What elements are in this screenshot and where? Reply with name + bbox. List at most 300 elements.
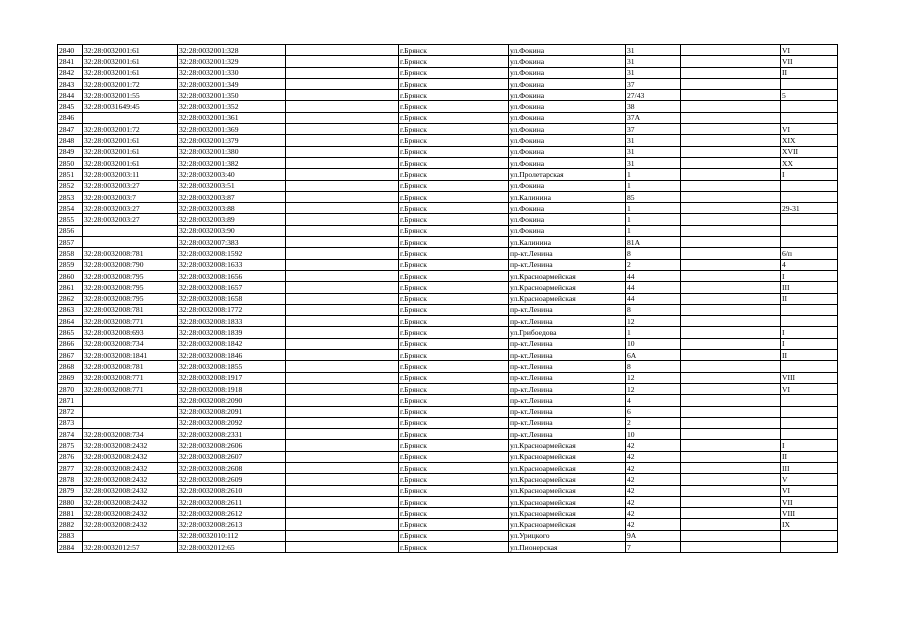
room-number-cell xyxy=(781,78,838,89)
row-number-cell: 2865 xyxy=(58,327,83,338)
empty-cell xyxy=(286,191,399,202)
empty-cell xyxy=(286,90,399,101)
object-cadastral-number-cell: 32:28:0032001:349 xyxy=(178,78,286,89)
street-cell: ул.Грибоедова xyxy=(509,327,626,338)
object-cadastral-number-cell: 32:28:0032008:1918 xyxy=(178,383,286,394)
street-cell: ул.Красноармейская xyxy=(509,440,626,451)
room-number-cell xyxy=(781,237,838,248)
house-number-cell: 42 xyxy=(626,440,681,451)
table-row xyxy=(58,440,838,451)
room-number-cell: VI xyxy=(781,45,838,56)
table-row xyxy=(58,225,838,236)
land-cadastral-number-cell: 32:28:0032008:2432 xyxy=(83,496,178,507)
table-row xyxy=(58,361,838,372)
street-cell: пр-кт.Ленина xyxy=(509,429,626,440)
object-cadastral-number-cell: 32:28:0032001:352 xyxy=(178,101,286,112)
city-cell: г.Брянск xyxy=(399,304,509,315)
row-number-cell: 2866 xyxy=(58,338,83,349)
object-cadastral-number-cell: 32:28:0032008:2611 xyxy=(178,496,286,507)
street-cell: ул.Фокина xyxy=(509,146,626,157)
city-cell: г.Брянск xyxy=(399,124,509,135)
street-cell: пр-кт.Ленина xyxy=(509,406,626,417)
house-number-cell: 12 xyxy=(626,316,681,327)
house-number-cell: 42 xyxy=(626,462,681,473)
empty-cell xyxy=(681,293,781,304)
room-number-cell: II xyxy=(781,293,838,304)
empty-cell xyxy=(286,327,399,338)
empty-cell xyxy=(681,542,781,553)
object-cadastral-number-cell: 32:28:0032008:2090 xyxy=(178,395,286,406)
object-cadastral-number-cell: 32:28:0032008:2091 xyxy=(178,406,286,417)
house-number-cell: 2 xyxy=(626,417,681,428)
row-number-cell: 2883 xyxy=(58,530,83,541)
city-cell: г.Брянск xyxy=(399,225,509,236)
empty-cell xyxy=(681,304,781,315)
street-cell: ул.Красноармейская xyxy=(509,474,626,485)
house-number-cell: 31 xyxy=(626,67,681,78)
empty-cell xyxy=(681,157,781,168)
street-cell: ул.Красноармейская xyxy=(509,451,626,462)
empty-cell xyxy=(286,542,399,553)
row-number-cell: 2850 xyxy=(58,157,83,168)
house-number-cell: 12 xyxy=(626,372,681,383)
house-number-cell: 31 xyxy=(626,157,681,168)
object-cadastral-number-cell: 32:28:0032008:1656 xyxy=(178,270,286,281)
house-number-cell: 42 xyxy=(626,496,681,507)
empty-cell xyxy=(681,519,781,530)
table-row xyxy=(58,429,838,440)
empty-cell xyxy=(681,429,781,440)
table-row xyxy=(58,282,838,293)
empty-cell xyxy=(286,169,399,180)
house-number-cell: 1 xyxy=(626,180,681,191)
house-number-cell: 27/43 xyxy=(626,90,681,101)
room-number-cell: I xyxy=(781,338,838,349)
table-row xyxy=(58,395,838,406)
table-row xyxy=(58,101,838,112)
row-number-cell: 2841 xyxy=(58,56,83,67)
empty-cell xyxy=(286,157,399,168)
table-row xyxy=(58,542,838,553)
land-cadastral-number-cell: 32:28:0032008:781 xyxy=(83,361,178,372)
city-cell: г.Брянск xyxy=(399,372,509,383)
land-cadastral-number-cell: 32:28:0032008:795 xyxy=(83,293,178,304)
house-number-cell: 1 xyxy=(626,203,681,214)
room-number-cell xyxy=(781,112,838,123)
table-body xyxy=(58,45,838,553)
land-cadastral-number-cell: 32:28:0032001:61 xyxy=(83,45,178,56)
street-cell: пр-кт.Ленина xyxy=(509,259,626,270)
empty-cell xyxy=(286,135,399,146)
table-row xyxy=(58,214,838,225)
street-cell: пр-кт.Ленина xyxy=(509,304,626,315)
house-number-cell: 37 xyxy=(626,78,681,89)
room-number-cell xyxy=(781,417,838,428)
land-cadastral-number-cell: 32:28:0032008:795 xyxy=(83,282,178,293)
house-number-cell: 4 xyxy=(626,395,681,406)
land-cadastral-number-cell: 32:28:0032008:1841 xyxy=(83,350,178,361)
house-number-cell: 9А xyxy=(626,530,681,541)
row-number-cell: 2876 xyxy=(58,451,83,462)
street-cell: пр-кт.Ленина xyxy=(509,372,626,383)
empty-cell xyxy=(681,180,781,191)
street-cell: ул.Урицкого xyxy=(509,530,626,541)
room-number-cell: VII xyxy=(781,496,838,507)
table-row xyxy=(58,45,838,56)
city-cell: г.Брянск xyxy=(399,485,509,496)
table-row xyxy=(58,406,838,417)
land-cadastral-number-cell: 32:28:0032001:55 xyxy=(83,90,178,101)
room-number-cell: I xyxy=(781,327,838,338)
street-cell: пр-кт.Ленина xyxy=(509,383,626,394)
object-cadastral-number-cell: 32:28:0032001:382 xyxy=(178,157,286,168)
empty-cell xyxy=(286,338,399,349)
city-cell: г.Брянск xyxy=(399,508,509,519)
land-cadastral-number-cell: 32:28:0032001:61 xyxy=(83,157,178,168)
object-cadastral-number-cell: 32:28:0032008:1633 xyxy=(178,259,286,270)
room-number-cell xyxy=(781,361,838,372)
house-number-cell: 2 xyxy=(626,259,681,270)
city-cell: г.Брянск xyxy=(399,474,509,485)
row-number-cell: 2855 xyxy=(58,214,83,225)
city-cell: г.Брянск xyxy=(399,395,509,406)
land-cadastral-number-cell: 32:28:0032001:61 xyxy=(83,67,178,78)
empty-cell xyxy=(286,395,399,406)
object-cadastral-number-cell: 32:28:0032008:1917 xyxy=(178,372,286,383)
table-row xyxy=(58,112,838,123)
city-cell: г.Брянск xyxy=(399,462,509,473)
city-cell: г.Брянск xyxy=(399,90,509,101)
empty-cell xyxy=(286,485,399,496)
row-number-cell: 2874 xyxy=(58,429,83,440)
street-cell: ул.Пионерская xyxy=(509,542,626,553)
empty-cell xyxy=(286,78,399,89)
city-cell: г.Брянск xyxy=(399,361,509,372)
row-number-cell: 2858 xyxy=(58,248,83,259)
city-cell: г.Брянск xyxy=(399,429,509,440)
land-cadastral-number-cell: 32:28:0032008:771 xyxy=(83,372,178,383)
empty-cell xyxy=(286,180,399,191)
city-cell: г.Брянск xyxy=(399,169,509,180)
city-cell: г.Брянск xyxy=(399,530,509,541)
row-number-cell: 2861 xyxy=(58,282,83,293)
object-cadastral-number-cell: 32:28:0032008:2612 xyxy=(178,508,286,519)
empty-cell xyxy=(681,225,781,236)
city-cell: г.Брянск xyxy=(399,101,509,112)
land-cadastral-number-cell xyxy=(83,417,178,428)
land-cadastral-number-cell: 32:28:0032001:61 xyxy=(83,146,178,157)
street-cell: ул.Фокина xyxy=(509,180,626,191)
street-cell: ул.Красноармейская xyxy=(509,508,626,519)
city-cell: г.Брянск xyxy=(399,45,509,56)
empty-cell xyxy=(681,474,781,485)
empty-cell xyxy=(681,237,781,248)
street-cell: ул.Пролетарская xyxy=(509,169,626,180)
room-number-cell xyxy=(781,191,838,202)
table-row xyxy=(58,67,838,78)
table-row xyxy=(58,78,838,89)
land-cadastral-number-cell: 32:28:0032003:11 xyxy=(83,169,178,180)
room-number-cell: III xyxy=(781,282,838,293)
empty-cell xyxy=(286,361,399,372)
house-number-cell: 7 xyxy=(626,542,681,553)
table-row xyxy=(58,157,838,168)
house-number-cell: 44 xyxy=(626,282,681,293)
table-row xyxy=(58,327,838,338)
land-cadastral-number-cell: 32:28:0032008:2432 xyxy=(83,462,178,473)
room-number-cell: II xyxy=(781,67,838,78)
table-row xyxy=(58,124,838,135)
street-cell: ул.Красноармейская xyxy=(509,485,626,496)
house-number-cell: 85 xyxy=(626,191,681,202)
land-cadastral-number-cell: 32:28:0032012:57 xyxy=(83,542,178,553)
room-number-cell xyxy=(781,542,838,553)
row-number-cell: 2848 xyxy=(58,135,83,146)
room-number-cell: 6/п xyxy=(781,248,838,259)
city-cell: г.Брянск xyxy=(399,203,509,214)
street-cell: ул.Фокина xyxy=(509,214,626,225)
table-row xyxy=(58,293,838,304)
city-cell: г.Брянск xyxy=(399,293,509,304)
row-number-cell: 2878 xyxy=(58,474,83,485)
empty-cell xyxy=(286,45,399,56)
object-cadastral-number-cell: 32:28:0032003:89 xyxy=(178,214,286,225)
empty-cell xyxy=(681,259,781,270)
room-number-cell: V xyxy=(781,474,838,485)
object-cadastral-number-cell: 32:28:0032007:383 xyxy=(178,237,286,248)
table-row xyxy=(58,508,838,519)
table-row xyxy=(58,350,838,361)
empty-cell xyxy=(286,429,399,440)
row-number-cell: 2881 xyxy=(58,508,83,519)
city-cell: г.Брянск xyxy=(399,78,509,89)
empty-cell xyxy=(681,451,781,462)
street-cell: ул.Красноармейская xyxy=(509,462,626,473)
city-cell: г.Брянск xyxy=(399,270,509,281)
empty-cell xyxy=(286,519,399,530)
land-cadastral-number-cell xyxy=(83,406,178,417)
room-number-cell: VI xyxy=(781,124,838,135)
house-number-cell: 8 xyxy=(626,361,681,372)
land-cadastral-number-cell xyxy=(83,225,178,236)
room-number-cell: 29-31 xyxy=(781,203,838,214)
table-row xyxy=(58,259,838,270)
object-cadastral-number-cell: 32:28:0032008:1592 xyxy=(178,248,286,259)
empty-cell xyxy=(681,338,781,349)
room-number-cell: II xyxy=(781,350,838,361)
row-number-cell: 2867 xyxy=(58,350,83,361)
city-cell: г.Брянск xyxy=(399,327,509,338)
empty-cell xyxy=(681,530,781,541)
empty-cell xyxy=(681,417,781,428)
object-cadastral-number-cell: 32:28:0032001:330 xyxy=(178,67,286,78)
table-row xyxy=(58,474,838,485)
object-cadastral-number-cell: 32:28:0032003:88 xyxy=(178,203,286,214)
room-number-cell xyxy=(781,429,838,440)
empty-cell xyxy=(286,451,399,462)
room-number-cell xyxy=(781,214,838,225)
room-number-cell xyxy=(781,180,838,191)
land-cadastral-number-cell: 32:28:0031649:45 xyxy=(83,101,178,112)
empty-cell xyxy=(286,496,399,507)
house-number-cell: 44 xyxy=(626,270,681,281)
object-cadastral-number-cell: 32:28:0032010:112 xyxy=(178,530,286,541)
object-cadastral-number-cell: 32:28:0032008:2092 xyxy=(178,417,286,428)
object-cadastral-number-cell: 32:28:0032008:1833 xyxy=(178,316,286,327)
empty-cell xyxy=(681,101,781,112)
land-cadastral-number-cell: 32:28:0032003:7 xyxy=(83,191,178,202)
row-number-cell: 2840 xyxy=(58,45,83,56)
house-number-cell: 31 xyxy=(626,45,681,56)
empty-cell xyxy=(286,508,399,519)
street-cell: пр-кт.Ленина xyxy=(509,248,626,259)
house-number-cell: 10 xyxy=(626,338,681,349)
house-number-cell: 1 xyxy=(626,225,681,236)
city-cell: г.Брянск xyxy=(399,440,509,451)
city-cell: г.Брянск xyxy=(399,237,509,248)
house-number-cell: 1 xyxy=(626,169,681,180)
empty-cell xyxy=(681,406,781,417)
street-cell: пр-кт.Ленина xyxy=(509,338,626,349)
city-cell: г.Брянск xyxy=(399,67,509,78)
table-row xyxy=(58,372,838,383)
room-number-cell xyxy=(781,406,838,417)
empty-cell xyxy=(681,462,781,473)
city-cell: г.Брянск xyxy=(399,135,509,146)
room-number-cell: III xyxy=(781,462,838,473)
city-cell: г.Брянск xyxy=(399,282,509,293)
room-number-cell: I xyxy=(781,169,838,180)
table-row xyxy=(58,383,838,394)
object-cadastral-number-cell: 32:28:0032001:369 xyxy=(178,124,286,135)
table-row xyxy=(58,451,838,462)
empty-cell xyxy=(681,485,781,496)
empty-cell xyxy=(681,395,781,406)
street-cell: ул.Красноармейская xyxy=(509,519,626,530)
city-cell: г.Брянск xyxy=(399,451,509,462)
street-cell: ул.Фокина xyxy=(509,56,626,67)
land-cadastral-number-cell: 32:28:0032008:2432 xyxy=(83,474,178,485)
land-cadastral-number-cell: 32:28:0032008:2432 xyxy=(83,440,178,451)
empty-cell xyxy=(681,124,781,135)
room-number-cell: VI xyxy=(781,485,838,496)
land-cadastral-number-cell: 32:28:0032008:2432 xyxy=(83,519,178,530)
room-number-cell: XX xyxy=(781,157,838,168)
house-number-cell: 6А xyxy=(626,350,681,361)
city-cell: г.Брянск xyxy=(399,417,509,428)
row-number-cell: 2864 xyxy=(58,316,83,327)
empty-cell xyxy=(681,316,781,327)
row-number-cell: 2880 xyxy=(58,496,83,507)
empty-cell xyxy=(286,124,399,135)
empty-cell xyxy=(681,112,781,123)
row-number-cell: 2882 xyxy=(58,519,83,530)
room-number-cell xyxy=(781,225,838,236)
row-number-cell: 2875 xyxy=(58,440,83,451)
city-cell: г.Брянск xyxy=(399,350,509,361)
house-number-cell: 42 xyxy=(626,451,681,462)
object-cadastral-number-cell: 32:28:0032001:329 xyxy=(178,56,286,67)
property-register-table xyxy=(57,44,838,553)
row-number-cell: 2868 xyxy=(58,361,83,372)
house-number-cell: 42 xyxy=(626,519,681,530)
street-cell: ул.Фокина xyxy=(509,203,626,214)
land-cadastral-number-cell xyxy=(83,237,178,248)
table-row xyxy=(58,180,838,191)
street-cell: ул.Калинина xyxy=(509,191,626,202)
empty-cell xyxy=(681,282,781,293)
table-row xyxy=(58,462,838,473)
row-number-cell: 2863 xyxy=(58,304,83,315)
city-cell: г.Брянск xyxy=(399,496,509,507)
row-number-cell: 2845 xyxy=(58,101,83,112)
land-cadastral-number-cell: 32:28:0032008:795 xyxy=(83,270,178,281)
land-cadastral-number-cell xyxy=(83,395,178,406)
object-cadastral-number-cell: 32:28:0032008:2607 xyxy=(178,451,286,462)
street-cell: пр-кт.Ленина xyxy=(509,316,626,327)
land-cadastral-number-cell: 32:28:0032008:734 xyxy=(83,338,178,349)
row-number-cell: 2851 xyxy=(58,169,83,180)
street-cell: ул.Фокина xyxy=(509,67,626,78)
object-cadastral-number-cell: 32:28:0032008:1842 xyxy=(178,338,286,349)
empty-cell xyxy=(286,417,399,428)
empty-cell xyxy=(681,169,781,180)
land-cadastral-number-cell: 32:28:0032008:734 xyxy=(83,429,178,440)
room-number-cell xyxy=(781,316,838,327)
land-cadastral-number-cell: 32:28:0032001:72 xyxy=(83,124,178,135)
table-row xyxy=(58,519,838,530)
table-row xyxy=(58,191,838,202)
house-number-cell: 81А xyxy=(626,237,681,248)
empty-cell xyxy=(286,56,399,67)
table-row xyxy=(58,237,838,248)
room-number-cell xyxy=(781,101,838,112)
empty-cell xyxy=(286,383,399,394)
land-cadastral-number-cell: 32:28:0032008:2432 xyxy=(83,451,178,462)
land-cadastral-number-cell: 32:28:0032008:771 xyxy=(83,383,178,394)
row-number-cell: 2846 xyxy=(58,112,83,123)
row-number-cell: 2852 xyxy=(58,180,83,191)
empty-cell xyxy=(681,248,781,259)
land-cadastral-number-cell: 32:28:0032008:781 xyxy=(83,248,178,259)
empty-cell xyxy=(286,101,399,112)
land-cadastral-number-cell: 32:28:0032008:2432 xyxy=(83,508,178,519)
land-cadastral-number-cell: 32:28:0032003:27 xyxy=(83,180,178,191)
empty-cell xyxy=(681,203,781,214)
empty-cell xyxy=(286,146,399,157)
empty-cell xyxy=(286,316,399,327)
empty-cell xyxy=(681,56,781,67)
house-number-cell: 1 xyxy=(626,327,681,338)
row-number-cell: 2843 xyxy=(58,78,83,89)
row-number-cell: 2842 xyxy=(58,67,83,78)
house-number-cell: 42 xyxy=(626,474,681,485)
house-number-cell: 42 xyxy=(626,485,681,496)
empty-cell xyxy=(286,282,399,293)
empty-cell xyxy=(286,350,399,361)
room-number-cell xyxy=(781,530,838,541)
empty-cell xyxy=(286,474,399,485)
table-row xyxy=(58,530,838,541)
land-cadastral-number-cell: 32:28:0032003:27 xyxy=(83,203,178,214)
street-cell: пр-кт.Ленина xyxy=(509,350,626,361)
city-cell: г.Брянск xyxy=(399,146,509,157)
empty-cell xyxy=(681,508,781,519)
empty-cell xyxy=(286,214,399,225)
row-number-cell: 2872 xyxy=(58,406,83,417)
empty-cell xyxy=(681,45,781,56)
table-row xyxy=(58,304,838,315)
